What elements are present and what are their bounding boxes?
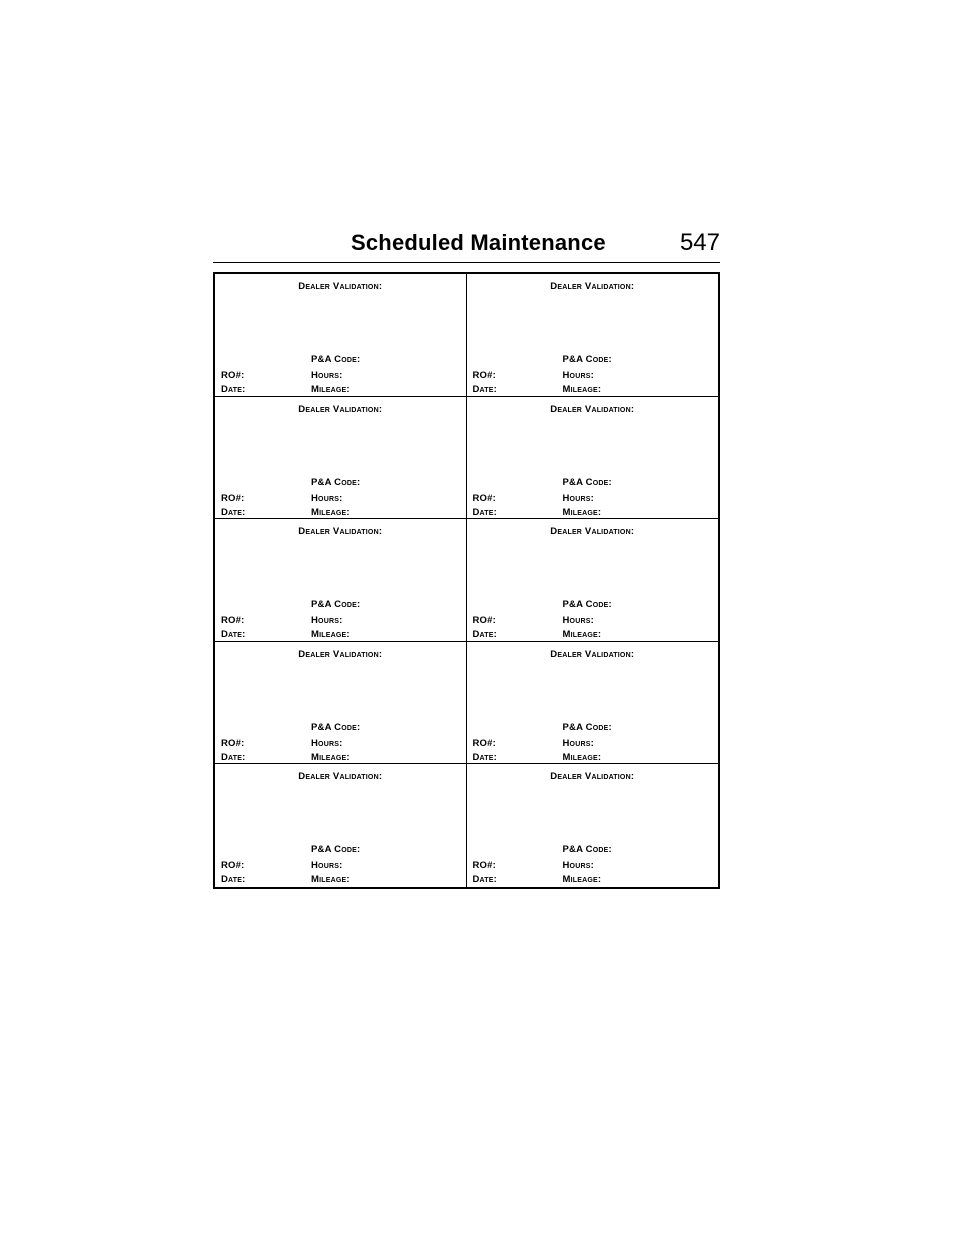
hours-label: Hours: (311, 370, 343, 381)
pa-code-label: P&A Code: (311, 721, 361, 733)
dealer-validation-label: Dealer Validation: (298, 526, 383, 538)
validation-box (467, 642, 719, 765)
validation-box (215, 274, 467, 397)
date-label: Date: (472, 874, 498, 886)
ro-label: RO#: (472, 492, 496, 504)
pa-code-label: P&A Code: (311, 599, 361, 611)
hours-label: Hours: (562, 370, 594, 381)
ro-label: RO#: (221, 370, 245, 381)
hours-label: Hours: (562, 492, 594, 504)
mileage-label: Mileage: (311, 384, 350, 395)
mileage-label: Mileage: (562, 629, 602, 641)
pa-code-label: P&A Code: (311, 844, 361, 856)
validation-grid (213, 272, 720, 889)
mileage-label: Mileage: (562, 751, 602, 763)
date-label: Date: (472, 751, 498, 763)
validation-box (467, 274, 719, 397)
page-number: 547 (679, 229, 720, 256)
dealer-validation-label: Dealer Validation: (550, 526, 635, 538)
mileage-label: Mileage: (562, 874, 602, 886)
dealer-validation-label: Dealer Validation: (298, 648, 383, 660)
dealer-validation-label: Dealer Validation: (298, 771, 383, 783)
page-title: Scheduled Maintenance (351, 230, 606, 255)
date-label: Date: (221, 506, 246, 518)
validation-box (215, 519, 467, 642)
pa-code-label: P&A Code: (562, 476, 612, 488)
page-header (213, 226, 720, 263)
ro-label: RO#: (472, 370, 496, 381)
mileage-label: Mileage: (562, 384, 602, 395)
hours-label: Hours: (311, 615, 343, 627)
ro-label: RO#: (221, 860, 245, 872)
date-label: Date: (221, 874, 246, 886)
validation-box (467, 519, 719, 642)
mileage-label: Mileage: (311, 506, 350, 518)
validation-box (467, 397, 719, 520)
validation-box (215, 642, 467, 765)
dealer-validation-label: Dealer Validation: (550, 281, 635, 292)
ro-label: RO#: (221, 737, 245, 749)
hours-label: Hours: (562, 860, 594, 872)
pa-code-label: P&A Code: (311, 476, 361, 488)
date-label: Date: (472, 629, 498, 641)
mileage-label: Mileage: (311, 629, 350, 641)
date-label: Date: (221, 629, 246, 641)
ro-label: RO#: (472, 737, 496, 749)
dealer-validation-label: Dealer Validation: (550, 648, 635, 660)
hours-label: Hours: (562, 737, 594, 749)
hours-label: Hours: (311, 860, 343, 872)
pa-code-label: P&A Code: (562, 721, 612, 733)
pa-code-label: P&A Code: (562, 844, 612, 856)
ro-label: RO#: (221, 492, 245, 504)
validation-box (467, 764, 719, 887)
date-label: Date: (472, 384, 498, 395)
mileage-label: Mileage: (562, 506, 602, 518)
pa-code-label: P&A Code: (311, 354, 361, 365)
date-label: Date: (221, 751, 246, 763)
date-label: Date: (472, 506, 498, 518)
ro-label: RO#: (221, 615, 245, 627)
date-label: Date: (221, 384, 246, 395)
dealer-validation-label: Dealer Validation: (298, 403, 383, 415)
dealer-validation-label: Dealer Validation: (298, 281, 383, 292)
hours-label: Hours: (562, 615, 594, 627)
validation-box (215, 397, 467, 520)
ro-label: RO#: (472, 860, 496, 872)
mileage-label: Mileage: (311, 751, 350, 763)
validation-box (215, 764, 467, 887)
hours-label: Hours: (311, 492, 343, 504)
hours-label: Hours: (311, 737, 343, 749)
dealer-validation-label: Dealer Validation: (550, 403, 635, 415)
mileage-label: Mileage: (311, 874, 350, 886)
dealer-validation-label: Dealer Validation: (550, 771, 635, 783)
pa-code-label: P&A Code: (562, 599, 612, 611)
pa-code-label: P&A Code: (562, 354, 612, 365)
ro-label: RO#: (472, 615, 496, 627)
